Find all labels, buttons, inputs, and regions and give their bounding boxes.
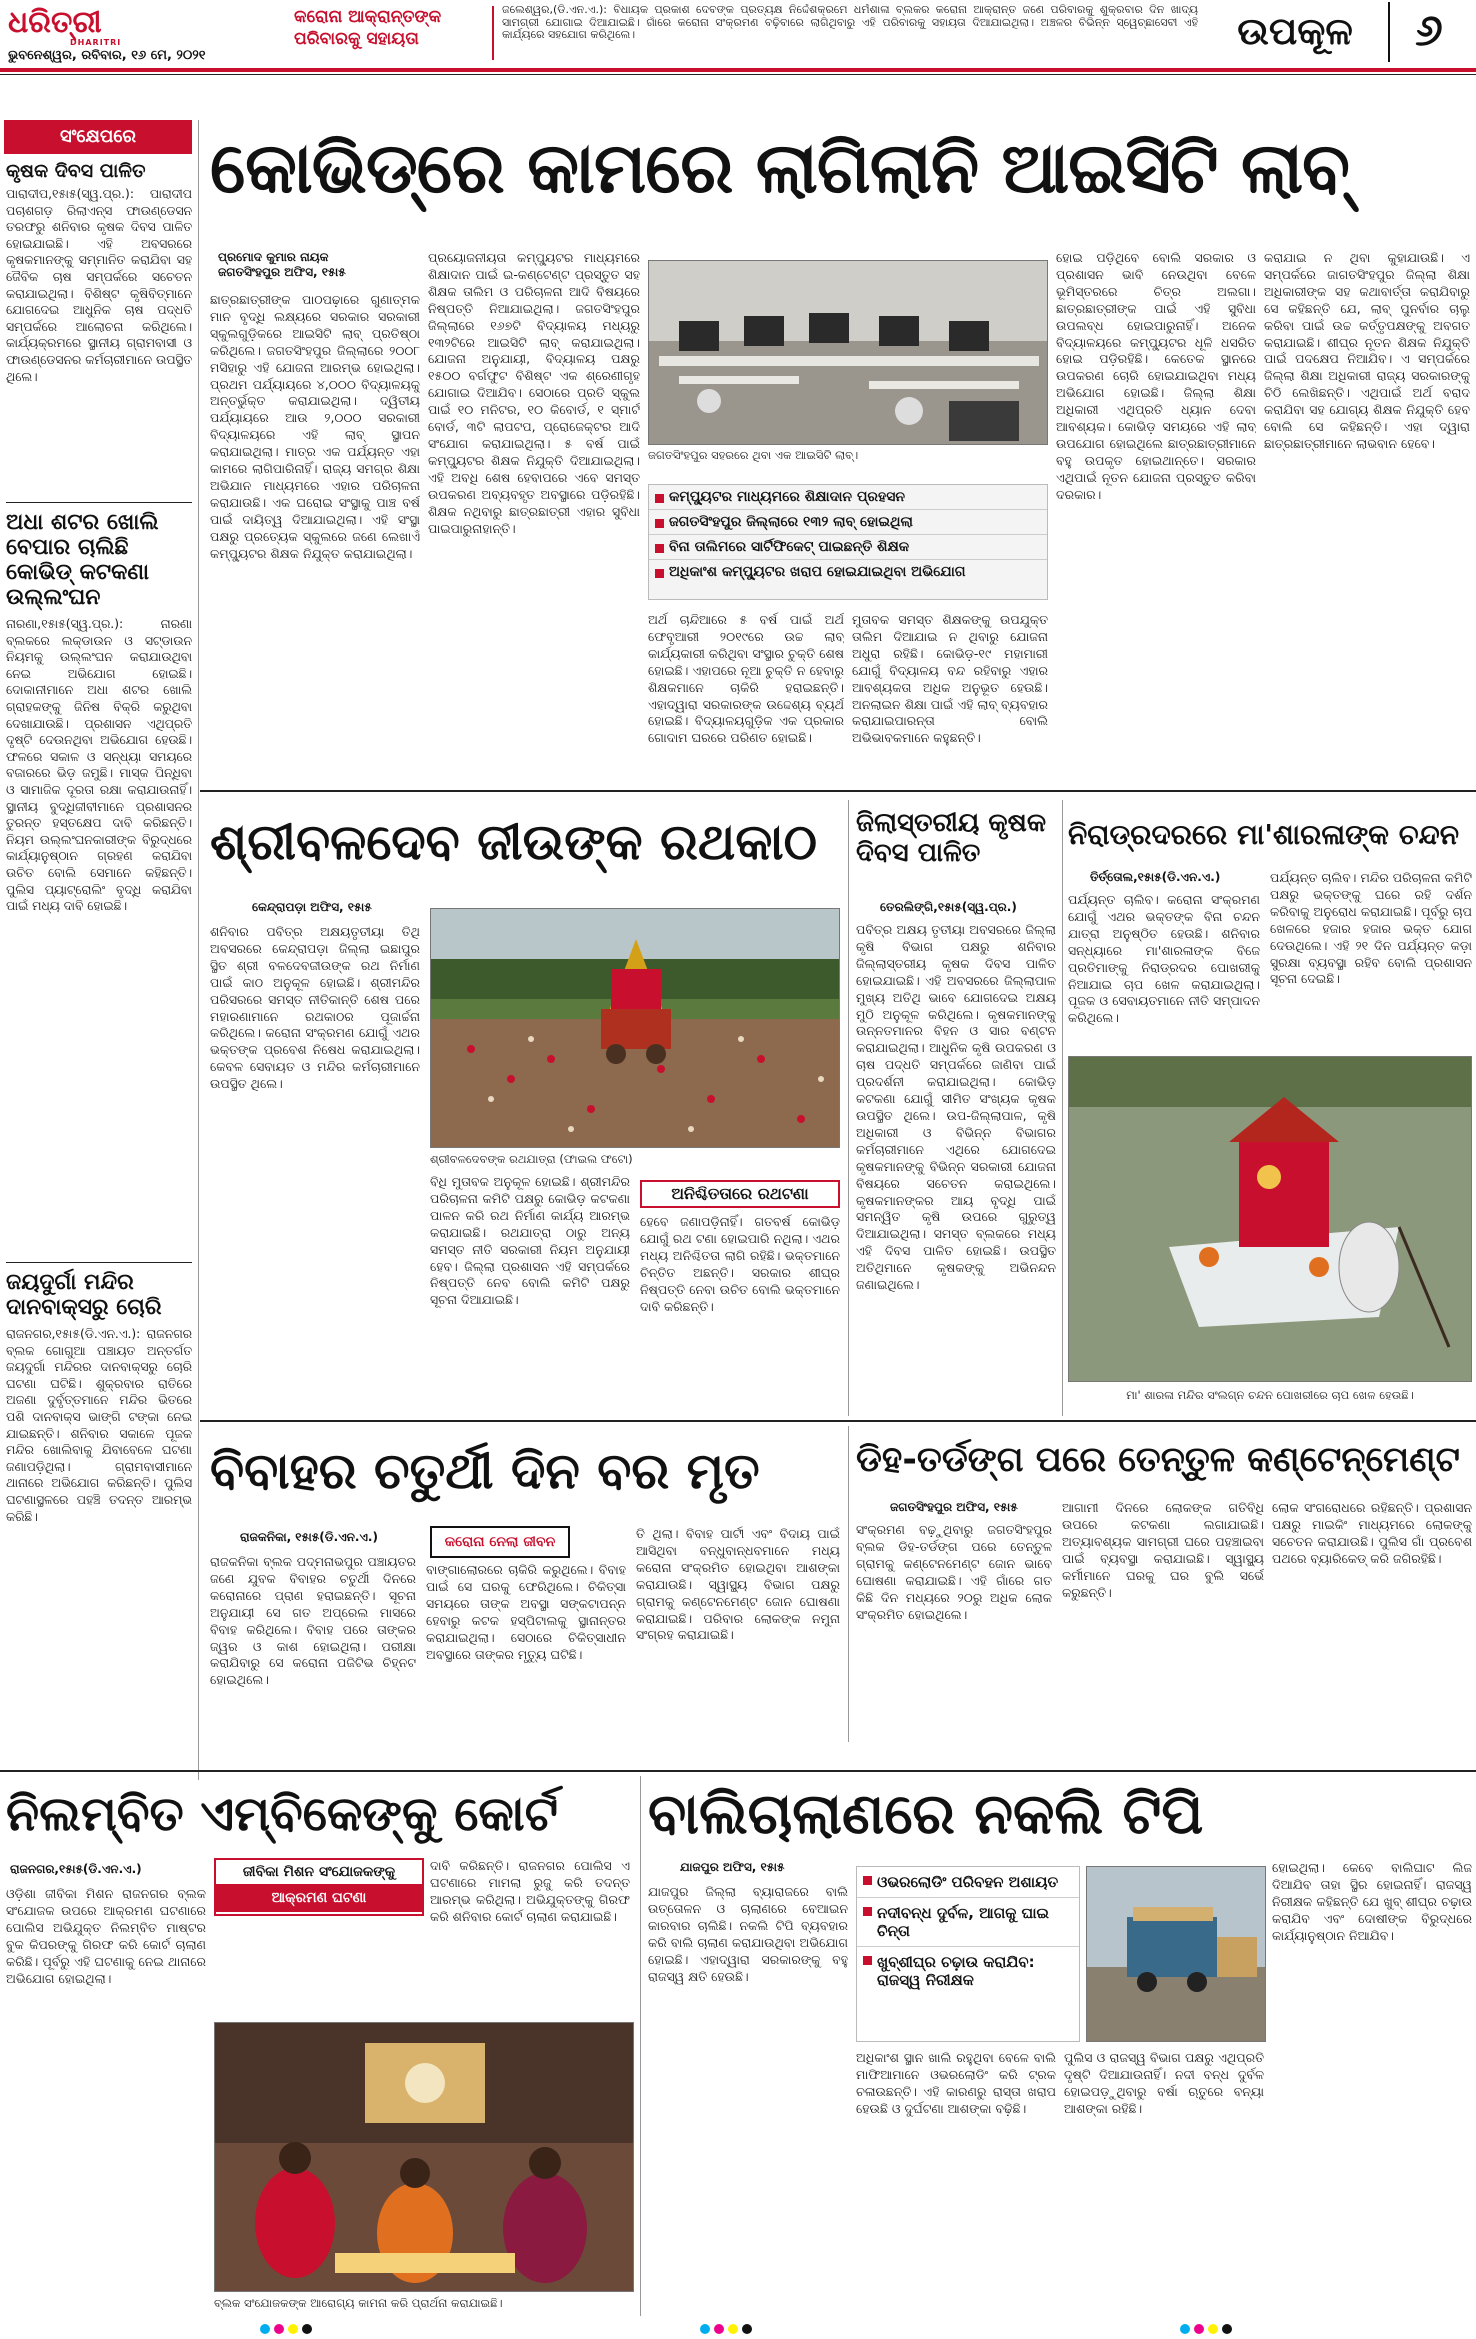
story-krushak-dateline: ତେରଲିଙ୍ଗି,୧୫ା୫(ସ୍ୱ.ପ୍ର.) [880, 900, 1017, 914]
story-nakali-col3: ପୁଲିସ ଓ ରାଜସ୍ୱ ବିଭାଗ ପକ୍ଷରୁ ଏଥିପ୍ରତି ଦୃଷ୍ଟି ଦିଆଯାଉନାହିଁ। ନଦୀ ବନ୍ଧ ଦୁର୍ବଳ ହୋଇପଡ଼ୁଥିବାରୁ ବର୍ଷା ଋତୁରେ ବନ୍ୟା ଆଶଙ୍କା ରହିଛି। [1064, 2050, 1264, 2116]
section-rule [0, 1770, 1476, 1772]
highlight-item: ବିନା ତାଲିମରେ ସାର୍ଟିଫିକେଟ୍ ପାଇଛନ୍ତି ଶିକ୍ଷକ [649, 535, 1047, 560]
masthead-rule-thin [0, 74, 1476, 75]
brief-header: ସଂକ୍ଷେପରେ [4, 120, 192, 154]
story-ratha-col2: ବିଧି ମୁତାବକ ଅନୁକୂଳ ହୋଇଛି। ଶ୍ରୀମନ୍ଦିର ପରିଚାଳନା କମିଟି ପକ୍ଷରୁ କୋଭିଡ଼ କଟକଣା ପାଳନ କରି ରଥ ନିର୍ମାଣ କାର୍ଯ୍ୟ ଆରମ୍ଭ କରାଯାଇଛି। ରଥଯାତ୍ରା ଠାରୁ ଅନ୍ୟ ସମସ୍ତ ନୀତି ସରକାରୀ ନିୟମ ଅନୁଯାୟୀ ହେବ। ଜିଲ୍ଲା ପ୍ରଶାସନ ଏହି ସମ୍ପର୍କରେ ନିଷ୍ପତ୍ତି ନେବ ବୋଲି କମିଟି ପକ୍ଷରୁ ସୂଚନା ଦିଆଯାଇଛି। [430, 1174, 630, 1308]
mbk-photo [214, 2022, 634, 2292]
story-ict-col2: ପ୍ରୟୋଜନୀୟତା କମ୍ପ୍ୟୁଟର ମାଧ୍ୟମରେ ଶିକ୍ଷାଦାନ ପାଇଁ ଇ-କଣ୍ଟେଣ୍ଟ ପ୍ରସ୍ତୁତ ସହ ଶିକ୍ଷକ ତାଲିମ ଓ ପରିଚାଳନା ଆଦି ବିଷୟରେ ନିଷ୍ପତ୍ତି ନିଆଯାଇଥିଲା। ଜଗତସିଂହପୁର ଜିଲ୍ଲାରେ ୧୬୭ଟି ବିଦ୍ୟାଳୟ ମଧ୍ୟରୁ ୧୩୨ଟିରେ ଆଇସିଟି ଲାବ୍ କରାଯାଇଥିଲା। ଯୋଜନା ଅନୁଯାୟୀ, ବିଦ୍ୟାଳୟ ପକ୍ଷରୁ ୧୫୦୦ ବର୍ଗଫୁଟ ବିଶିଷ୍ଟ ଏକ ଶ୍ରେଣୀଗୃହ ଯୋଗାଇ ଦିଆଯିବ। ସେଠାରେ ପ୍ରତି ସ୍କୁଲ ପାଇଁ ୧୦ ମନିଟର, ୧୦ କିବୋର୍ଡ, ୧ ସ୍ମାର୍ଟ ବୋର୍ଡ, ୩ଟି ଲାପଟପ, ପ୍ରୋଜେକ୍ଟର ଆଦି ସଂଯୋଗ କରାଯାଇଥିଲା। ୫ ବର୍ଷ ପାଇଁ କମ୍ପ୍ୟୁଟର ଶିକ୍ଷକ ନିଯୁକ୍ତି ଦିଆଯାଇଥିଲା। ଏହି ଅବଧି ଶେଷ ହେବାପରେ ଏବେ ସମସ୍ତ ଉପକରଣ ଅବ୍ୟବହୃତ ଅବସ୍ଥାରେ ପଡ଼ିରହିଛି। ଶିକ୍ଷକ ନଥିବାରୁ ଛାତ୍ରଛାତ୍ରୀ ଏହାର ସୁବିଧା ପାଇପାରୁନାହାନ୍ତି। [428, 250, 640, 536]
story-ict-col3: ଅର୍ଥ ଚାନ୍ଦିଆରେ ୫ ବର୍ଷ ପାଇଁ ଅର୍ଥ ଫେବୃଆରୀ ୨୦୧୯ରେ ଉଚ୍ଚ ଲାବ୍ କାର୍ଯ୍ୟକାରୀ କରିଥିବା ସଂସ୍ଥାର ଚୁକ୍ତି ଶେଷ ହୋଇଛି। ଏହାପରେ ନୂଆ ଚୁକ୍ତି ନ ହେବାରୁ ଶିକ୍ଷକମାନେ ଚାକିରି ହରାଇଛନ୍ତି। ଏହାଦ୍ୱାରା ସରକାରଙ୍କ ଉଦ୍ଦେଶ୍ୟ ବ୍ୟର୍ଥ ହୋଇଛି। ବିଦ୍ୟାଳୟଗୁଡ଼ିକ ଏକ ପ୍ରକାର ଗୋଦାମ ଘରରେ ପରିଣତ ହୋଇଛି। [648, 612, 844, 746]
highlight-item: ନଦୀବନ୍ଧ ଦୁର୍ବଳ, ଆଗକୁ ଘାଇ ଚିନ୍ତା [857, 1898, 1079, 1947]
story-ict-col6: କରାଯାଇ ନ ଥିବା କୁହାଯାଉଛି। ଏ ସମ୍ପର୍କରେ ଜାଗତସିଂହପୁର ଜିଲ୍ଲା ଶିକ୍ଷା ଅଧିକାରୀଙ୍କ ସହ କଥାବାର୍ତ୍ତା କରାଯିବାରୁ ସେ କହିଛନ୍ତି ଯେ, ଲାବ୍ ପୁନର୍ବାର ଚାଲୁ କରିବା ପାଇଁ ଉଚ୍ଚ କର୍ତ୍ତୃପକ୍ଷଙ୍କୁ ଅବଗତ କରାଯାଇଛି। ଶୀଘ୍ର ନୂତନ ଶିକ୍ଷକ ନିଯୁକ୍ତି ପାଇଁ ପଦକ୍ଷେପ ନିଆଯିବ। ଏ ସମ୍ପର୍କରେ ଜିଲ୍ଲା ଶିକ୍ଷା ଅଧିକାରୀ ରାଜ୍ୟ ସରକାରଙ୍କୁ ଚିଠି ଲେଖିଛନ୍ତି। ଏଥିପାଇଁ ଅର୍ଥ ବରାଦ କରାଯିବା ସହ ଯୋଗ୍ୟ ଶିକ୍ଷକ ନିଯୁକ୍ତି ହେବ ବୋଲି ସେ କହିଛନ୍ତି। ଏହା ଦ୍ୱାରା ଛାତ୍ରଛାତ୍ରୀମାନେ ଲାଭବାନ ହେବେ। [1264, 250, 1470, 451]
ict-photo-caption: ଜଗତସିଂହପୁର ସହରରେ ଥିବା ଏକ ଆଇସିଟି ଲାବ୍। [648, 448, 859, 462]
story-ratha-dateline: କେନ୍ଦ୍ରାପଡ଼ା ଅଫିସ, ୧୫ା୫ [252, 900, 372, 914]
brief-item-3 [6, 1270, 192, 1765]
column-rule [848, 800, 849, 1416]
brief-divider [6, 1262, 192, 1263]
story-bibaha-headline: ବିବାହର ଚତୁର୍ଥୀ ଦିନ ବର ମୃତ [210, 1442, 760, 1500]
story-tentula-col3: ଲୋକ ସଂଗରୋଧରେ ରହିଛନ୍ତି। ପ୍ରଶାସନ ପକ୍ଷରୁ ମାଇକିଂ ମାଧ୍ୟମରେ ଲୋକଙ୍କୁ ସଚେତନ କରାଯାଉଛି। ପୁଲିସ ଗାଁ ପ୍ରବେଶ ପଥରେ ବ୍ୟାରିକେଡ୍ କରି ଜଗିରହିଛି। [1272, 1500, 1472, 1566]
brief-item-2 [6, 510, 192, 1255]
story-chandan-headline: ନିରାଡ୍ରଦରରେ ମା'ଶାରଳାଙ୍କ ଚନ୍ଦନ [1068, 818, 1460, 851]
ratha-photo [430, 908, 840, 1148]
story-tentula-col1: ସଂକ୍ରମଣ ବଢ଼ୁଥିବାରୁ ଜଗତସିଂହପୁର ବ୍ଲକ ଡିହ-ତର୍ଡଙ୍ଗ ପରେ ତେନ୍ତୁଳ ଗ୍ରାମକୁ କଣ୍ଟେନମେଣ୍ଟ ଜୋନ ଭାବେ ଘୋଷଣା କରାଯାଇଛି। ଏହି ଗାଁରେ ଗତ କିଛି ଦିନ ମଧ୍ୟରେ ୨୦ରୁ ଅଧିକ ଲୋକ ସଂକ୍ରମିତ ହୋଇଥିଲେ। [856, 1522, 1052, 1622]
story-tentula-headline: ଡିହ-ତର୍ଡଙ୍ଗ ପରେ ତେନ୍ତୁଳ କଣ୍ଟେନ୍‌ମେଣ୍ଟ [856, 1440, 1460, 1480]
ratha-photo-caption: ଶ୍ରୀବଳଦେବଙ୍କ ରଥଯାତ୍ରା (ଫାଇଲ ଫଟୋ) [430, 1152, 633, 1166]
brief-title: କୃଷକ ଦିବସ ପାଳିତ [6, 160, 146, 182]
story-mbk-headline: ନିଲମ୍ବିତ ଏମ୍‌ବିକେଙ୍କୁ କୋର୍ଟ [6, 1786, 558, 1842]
column-rule [198, 120, 199, 1780]
brief-item-1 [6, 160, 192, 490]
column-rule [640, 1776, 641, 2316]
column-rule [848, 1426, 849, 1742]
ratha-sublabel: ଅନିଶ୍ଚିତତାରେ ରଥଟଣା [640, 1180, 840, 1208]
nakali-photo [1086, 1866, 1266, 2042]
story-ict-col4: ମୁତାବକ ସମସ୍ତ ଶିକ୍ଷକଙ୍କୁ ଉପଯୁକ୍ତ ତାଲିମ ଦିଆଯାଇ ନ ଥିବାରୁ ଯୋଜନା ଅଧୁରା ରହିଛି। କୋଭିଡ଼-୧୯ ମହାମାରୀ ଯୋଗୁଁ ବିଦ୍ୟାଳୟ ବନ୍ଦ ରହିବାରୁ ଏହାର ଆବଶ୍ୟକତା ଅଧିକ ଅନୁଭୂତ ହେଉଛି। ଅନଲାଇନ ଶିକ୍ଷା ପାଇଁ ଏହି ଲାବ୍ ବ୍ୟବହାର କରାଯାଇପାରନ୍ତା ବୋଲି ଅଭିଭାବକମାନେ କହୁଛନ୍ତି। [852, 612, 1048, 746]
highlight-item: ଅଧିକାଂଶ କମ୍ପ୍ୟୁଟର ଖରାପ ହୋଇଯାଇଥିବା ଅଭିଯୋଗ [649, 560, 1047, 584]
story-nakali-dateline: ଯାଜପୁର ଅଫିସ, ୧୫ା୫ [680, 1860, 785, 1874]
print-marks [0, 2320, 1476, 2339]
masthead-rule [0, 68, 1476, 72]
story-bibaha-dateline: ରାଜକନିକା, ୧୫ା୫(ଡି.ଏନ.ଏ.) [240, 1530, 378, 1544]
sand-truck-illustration [1087, 1867, 1266, 2042]
ict-lab-illustration [649, 261, 1048, 445]
story-mbk-dateline: ରାଜନଗର,୧୫ା୫(ଡି.ଏନ.ଏ.) [10, 1862, 142, 1876]
story-krushak-headline: ଜିଲାସ୍ତରୀୟ କୃଷକ ଦିବସ ପାଳିତ [856, 808, 1047, 868]
brief-body: ନାରଣା,୧୫ା୫(ସ୍ୱ.ପ୍ର.): ନାରଣା ବ୍ଲକରେ ଲକ୍ଡାଉନ ଓ ସଟ୍ଡାଉନ ନିୟମକୁ ଉଲ୍ଲଂଘନ କରାଯାଉଥିବା ନେଇ ଅଭିଯୋଗ ହୋଇଛି। ଦୋକାନୀମାନେ ଅଧା ଶଟର ଖୋଲି ଗ୍ରାହକଙ୍କୁ ଜିନିଷ ବିକ୍ରି କରୁଥିବା ଦେଖାଯାଉଛି। ପ୍ରଶାସନ ଏଥିପ୍ରତି ଦୃଷ୍ଟି ଦେଉନଥିବା ଅଭିଯୋଗ ହେଉଛି। ଫଳରେ ସକାଳ ଓ ସନ୍ଧ୍ୟା ସମୟରେ ବଜାରରେ ଭିଡ଼ ଜମୁଛି। ମାସ୍କ ପିନ୍ଧିବା ଓ ସାମାଜିକ ଦୂରତା ରକ୍ଷା କରାଯାଉନାହିଁ। ସ୍ଥାନୀୟ ବୁଦ୍ଧିଜୀବୀମାନେ ପ୍ରଶାସନର ତୁରନ୍ତ ହସ୍ତକ୍ଷେପ ଦାବି କରିଛନ୍ତି। ନିୟମ ଉଲ୍ଲଂଘନକାରୀଙ୍କ ବିରୁଦ୍ଧରେ କାର୍ଯ୍ୟାନୁଷ୍ଠାନ ଗ୍ରହଣ କରାଯିବା ଉଚିତ ବୋଲି ସେମାନେ କହିଛନ୍ତି। ପୁଲିସ ପ୍ୟାଟ୍ରୋଲିଂ ବୃଦ୍ଧି କରାଯିବା ପାଇଁ ମଧ୍ୟ ଦାବି ହୋଇଛି। [6, 617, 192, 914]
highlight-item: ଓଭରଲୋଡିଂ ପରିବହନ ଅଶାୟତ [857, 1867, 1079, 1898]
story-chandan-body-right: ପର୍ଯ୍ୟନ୍ତ ଚାଲିବ। ମନ୍ଦିର ପରିଚାଳନା କମିଟି ପକ୍ଷରୁ ଭକ୍ତଙ୍କୁ ଘରେ ରହି ଦର୍ଶନ କରିବାକୁ ଅନୁରୋଧ କରାଯାଇଛି। ପୂର୍ବରୁ ଚାପ ଖେଳରେ ହଜାର ହଜାର ଭକ୍ତ ଯୋଗ ଦେଉଥିଲେ। ଏହି ୨୧ ଦିନ ପର୍ଯ୍ୟନ୍ତ କଡ଼ା ସୁରକ୍ଷା ବ୍ୟବସ୍ଥା ରହିବ ବୋଲି ପ୍ରଶାସନ ସୂଚନା ଦେଇଛି। [1270, 870, 1472, 987]
boat-pond-illustration [1069, 1057, 1472, 1382]
promo-text: ଜଲେଶ୍ୱର,(ଡି.ଏନ.ଏ.): ବିଧାୟକ ପ୍ରକାଶ ଦେବଙ୍କ ପ୍ରତ୍ୟକ୍ଷ ନିର୍ଦ୍ଦେଶକ୍ରମେ ଧର୍ମଶାଳା ବ୍ଲକର କରୋନା ଆକ୍ରାନ୍ତ ଜଣେ ପରିବାରକୁ ଶୁକ୍ରବାର ଦିନ ଖାଦ୍ୟ ସାମଗ୍ରୀ ଯୋଗାଇ ଦିଆଯାଇଛି। ଗାଁରେ କରୋନା ସଂକ୍ରମଣ ବଢ଼ିବାରେ ଲାଗିଥିବାରୁ ଏହି ପରିବାରକୁ ସହାୟତା ଦିଆଯାଇଥିଲା। ଅଞ୍ଚଳର ବିଭିନ୍ନ ସ୍ୱେଚ୍ଛାସେବୀ ଏହି କାର୍ଯ୍ୟରେ ସହଯୋଗ କରିଥିଲେ। [502, 4, 1198, 42]
story-ict-col5: ହୋଇ ପଡ଼ିଥିବେ ବୋଲି ସରକାର ଓ ପ୍ରଶାସନ ଭାବି ନେଉଥିବା ବେଳେ ଭୂମିସ୍ତରରେ ଚିତ୍ର ଅଲଗା। ଛାତ୍ରଛାତ୍ରୀଙ୍କ ପାଇଁ ଏହି ସୁବିଧା ଉପଲବ୍ଧ ହୋଇପାରୁନାହିଁ। ଅନେକ ବିଦ୍ୟାଳୟରେ କମ୍ପ୍ୟୁଟର ଧୂଳି ଧସରିତ ହୋଇ ପଡ଼ିରହିଛି। କେତେକ ସ୍ଥାନରେ ଉପକରଣ ଚୋରି ହୋଇଯାଇଥିବା ମଧ୍ୟ ଅଭିଯୋଗ ହୋଇଛି। ଜିଲ୍ଲା ଶିକ୍ଷା ଅଧିକାରୀ ଏଥିପ୍ରତି ଧ୍ୟାନ ଦେବା ଆବଶ୍ୟକ। କୋଭିଡ଼ ସମୟରେ ଏହି ଲାବ୍ ଉପଯୋଗ ହୋଇଥିଲେ ଛାତ୍ରଛାତ୍ରୀମାନେ ବହୁ ଉପକୃତ ହୋଇଥାନ୍ତେ। ସରକାର ଏଥିପାଇଁ ନୂତନ ଯୋଜନା ପ୍ରସ୍ତୁତ କରିବା ଦରକାର। [1056, 250, 1256, 502]
column-rule [1062, 800, 1063, 1416]
date-line: ଭୁବନେଶ୍ୱର, ରବିବାର, ୧୬ ମେ, ୨୦୨୧ [8, 48, 206, 63]
story-ratha-col1: ଶନିବାର ପବିତ୍ର ଅକ୍ଷୟତୃତୀୟା ତିଥି ଅବସରରେ କେନ୍ଦ୍ରାପଡ଼ା ଜିଲ୍ଲା ଇଛାପୁର ସ୍ଥିତ ଶ୍ରୀ ବଳଦେବଜୀଉଙ୍କ ରଥ ନିର୍ମାଣ ପାଇଁ କାଠ ଅନୁକୂଳ ହୋଇଛି। ଶ୍ରୀମନ୍ଦିର ପରିସରରେ ସମସ୍ତ ନୀତିକାନ୍ତି ଶେଷ ପରେ ମହାରଣାମାନେ ରଥକାଠର ପୂଜାର୍ଚ୍ଚନା କରିଥିଲେ। କରୋନା ସଂକ୍ରମଣ ଯୋଗୁଁ ଏଥର ଭକ୍ତଙ୍କ ପ୍ରବେଶ ନିଷେଧ କରାଯାଇଥିଲା। କେବଳ ସେବାୟତ ଓ ମନ୍ଦିର କର୍ମଚାରୀମାନେ ଉପସ୍ଥିତ ଥିଲେ। [210, 924, 420, 1092]
brief-title: ଅଧା ଶଟର ଖୋଲି ବେପାର ଚାଲିଛି କୋଭିଡ୍ କଟକଣା ଉଲ୍ଲଂଘନ [6, 510, 159, 610]
story-tentula-dateline: ଜଗତସିଂହପୁର ଅଫିସ, ୧୫ା୫ [890, 1500, 1018, 1514]
story-ict-byline [218, 250, 418, 284]
nakali-highlights [856, 1866, 1080, 2042]
page-number: ୬ [1388, 2, 1468, 62]
story-chandan-dateline: ତିର୍ତ୍ତୋଲ,୧୫ା୫(ଡି.ଏନ.ଏ.) [1090, 870, 1221, 884]
brief-body: ପାରାଦୀପ,୧୫ା୫(ସ୍ୱ.ପ୍ର.): ପାରାଦୀପ ପଚାଶଗଡ଼ ରିଲାଏନ୍ସ ଫାଉଣ୍ଡେସନ ତରଫରୁ ଶନିବାର କୃଷକ ଦିବସ ପାଳିତ ହୋଇଯାଇଛି। ଏହି ଅବସରରେ କୃଷକମାନଙ୍କୁ ସମ୍ମାନିତ କରାଯିବା ସହ ଜୈବିକ ଚାଷ ସମ୍ପର୍କରେ ସଚେତନ କରାଯାଇଥିଲା। ବିଶିଷ୍ଟ କୃଷିବିତ୍ମାନେ ଯୋଗଦେଇ ଆଧୁନିକ ଚାଷ ପଦ୍ଧତି ସମ୍ପର୍କରେ ଆଲୋଚନା କରିଥିଲେ। କାର୍ଯ୍ୟକ୍ରମରେ ସ୍ଥାନୀୟ ଗ୍ରାମବାସୀ ଓ ଫାଉଣ୍ଡେସନର କର୍ମଚାରୀମାନେ ଉପସ୍ଥିତ ଥିଲେ। [6, 187, 192, 384]
story-bibaha-col1: ରାଜକନିକା ବ୍ଲକ ପଦ୍ମନାଭପୁର ପଞ୍ଚାୟତର ଜଣେ ଯୁବକ ବିବାହର ଚତୁର୍ଥୀ ଦିନରେ କରୋନାରେ ପ୍ରାଣ ହରାଇଛନ୍ତି। ସୂଚନା ଅନୁଯାୟୀ ସେ ଗତ ଅପ୍ରେଲ ମାସରେ ବିବାହ କରିଥିଲେ। ବିବାହ ପରେ ତାଙ୍କର ଜ୍ୱର ଓ କାଶ ହୋଇଥିଲା। ପରୀକ୍ଷା କରାଯିବାରୁ ସେ କରୋନା ପଜିଟିଭ ଚିହ୍ନଟ ହୋଇଥିଲେ। [210, 1554, 416, 1688]
chariot-crowd-illustration [431, 909, 840, 1148]
highlight-item: କମ୍ପ୍ୟୁଟର ମାଧ୍ୟମରେ ଶିକ୍ଷାଦାନ ପ୍ରହସନ [649, 485, 1047, 510]
section-title: ଉପକୂଳ [1237, 8, 1353, 53]
brief-divider [6, 502, 192, 503]
story-mbk-col1: ଓଡ଼ିଶା ଜୀବିକା ମିଶନ ରାଜନଗର ବ୍ଲକ ସଂଯୋଜକ ଉପରେ ଆକ୍ରମଣ ଘଟଣାରେ ପୋଲିସ ଅଭିଯୁକ୍ତ ନିଲମ୍ବିତ ମାଷ୍ଟର ବୁକ କିପରଙ୍କୁ ଗିରଫ କରି କୋର୍ଟ ଚାଲାଣ କରିଛି। ପୂର୍ବରୁ ଏହି ଘଟଣାକୁ ନେଇ ଥାନାରେ ଅଭିଯୋଗ ହୋଇଥିଲା। [6, 1886, 206, 1986]
story-chandan-body-left: ପର୍ଯ୍ୟନ୍ତ ଚାଲିବ। କରୋନା ସଂକ୍ରମଣ ଯୋଗୁଁ ଏଥର ଭକ୍ତଙ୍କ ବିନା ଚନ୍ଦନ ଯାତ୍ରା ଅନୁଷ୍ଠିତ ହେଉଛି। ଶନିବାର ସନ୍ଧ୍ୟାରେ ମା'ଶାରଳାଙ୍କ ବିଜେ ପ୍ରତିମାଙ୍କୁ ନିରାଡ୍ରଦର ପୋଖରୀକୁ ନିଆଯାଇ ଚାପ ଖେଳ କରାଯାଇଥିଲା। ପୂଜକ ଓ ସେବାୟତମାନେ ନୀତି ସମ୍ପାଦନ କରିଥିଲେ। [1068, 892, 1260, 1026]
story-ict-headline: କୋଭିଡ୍‌ରେ କାମରେ ଲାଗିଲାନି ଆଇସିଟି ଲାବ୍‌ [210, 127, 1349, 209]
story-nakali-col4: ହୋଇଥିଲା। କେବେ ବାଲିଘାଟ ଲିଜ ଦିଆଯିବ ତାହା ସ୍ଥିର ହୋଇନାହିଁ। ରାଜସ୍ୱ ନିରୀକ୍ଷକ କହିଛନ୍ତି ଯେ ଖୁବ୍ ଶୀଘ୍ର ଚଢ଼ାଉ କରାଯିବ ଏବଂ ଦୋଷୀଙ୍କ ବିରୁଦ୍ଧରେ କାର୍ଯ୍ୟାନୁଷ୍ଠାନ ନିଆଯିବ। [1272, 1860, 1472, 1943]
logo-subtext: DHARITRI [70, 38, 122, 47]
bibaha-tag: କରୋନା ନେଲା ଜୀବନ [430, 1526, 570, 1558]
ict-lab-photo [648, 260, 1048, 445]
mbk-tag-line1: ଜୀବିକା ମିଶନ ସଂଯୋଜକଙ୍କୁ [216, 1860, 422, 1884]
chandan-photo-caption: ମା' ଶାରଳା ମନ୍ଦିର ସଂଲଗ୍ନ ଚନ୍ଦନ ପୋଖରୀରେ ଚାପ ଖେଳ ହେଉଛି। [1126, 1388, 1414, 1402]
ict-highlights [648, 484, 1048, 600]
story-ratha-headline: ଶ୍ରୀବଳଦେବ ଜୀଉଙ୍କ ରଥକାଠ [210, 813, 818, 871]
logo [8, 6, 188, 46]
story-bibaha-col2: ବାଙ୍ଗାଲୋରରେ ଚାକିରି କରୁଥିଲେ। ବିବାହ ପାଇଁ ସେ ଘରକୁ ଫେରିଥିଲେ। ଚିକିତ୍ସା ସମୟରେ ତାଙ୍କ ଅବସ୍ଥା ସଙ୍କଟାପନ୍ନ ହେବାରୁ କଟକ ହସ୍ପିଟାଲକୁ ସ୍ଥାନାନ୍ତର କରାଯାଇଥିଲା। ସେଠାରେ ଚିକିତ୍ସାଧୀନ ଅବସ୍ଥାରେ ତାଙ୍କର ମୃତ୍ୟୁ ଘଟିଛି। [426, 1562, 626, 1662]
story-tentula-col2: ଆଗାମୀ ଦିନରେ ଲୋକଙ୍କ ଗତିବିଧି ଉପରେ କଟକଣା ଲଗାଯାଇଛି। ଅତ୍ୟାବଶ୍ୟକ ସାମଗ୍ରୀ ଘରେ ପହଞ୍ଚାଇବା ପାଇଁ ବ୍ୟବସ୍ଥା କରାଯାଇଛି। ସ୍ୱାସ୍ଥ୍ୟ କର୍ମୀମାନେ ଘରକୁ ଘର ବୁଲି ସର୍ଭେ କରୁଛନ୍ତି। [1062, 1500, 1264, 1600]
story-bibaha-col3: ତି ଥିଲା। ବିବାହ ପାର୍ଟୀ ଏବଂ ବିଦାୟ ପାଇଁ ଆସିଥିବା ବନ୍ଧୁବାନ୍ଧବମାନେ ମଧ୍ୟ କରୋନା ସଂକ୍ରମିତ ହୋଇଥିବା ଆଶଙ୍କା କରାଯାଉଛି। ସ୍ୱାସ୍ଥ୍ୟ ବିଭାଗ ପକ୍ଷରୁ ଗ୍ରାମକୁ କଣ୍ଟେନମେଣ୍ଟ ଜୋନ ଘୋଷଣା କରାଯାଇଛି। ପରିବାର ଲୋକଙ୍କ ନମୁନା ସଂଗ୍ରହ କରାଯାଇଛି। [636, 1526, 840, 1643]
logo-text: ଧରିତ୍ରୀ [8, 5, 102, 40]
chandan-photo [1068, 1056, 1472, 1382]
story-ict-col1: ଛାତ୍ରଛାତ୍ରୀଙ୍କ ପାଠପଢ଼ାରେ ଗୁଣାତ୍ମକ ମାନ ବୃଦ୍ଧି ଲକ୍ଷ୍ୟରେ ସରକାର ସରକାରୀ ସ୍କୁଲଗୁଡ଼ିକରେ ଆଇସିଟି ଲାବ୍ ପ୍ରତିଷ୍ଠା କରିଥିଲେ। ଜଗତସିଂହପୁର ଜିଲ୍ଲାରେ ୨୦୦୮ ମସିହାରୁ ଏହି ଯୋଜନା ଆରମ୍ଭ ହୋଇଥିଲା। ପ୍ରଥମ ପର୍ଯ୍ୟାୟରେ ୪,୦୦୦ ବିଦ୍ୟାଳୟକୁ ଅନ୍ତର୍ଭୁକ୍ତ କରାଯାଇଥିଲା। ଦ୍ୱିତୀୟ ପର୍ଯ୍ୟାୟରେ ଆଉ ୨,୦୦୦ ସରକାରୀ ବିଦ୍ୟାଳୟରେ ଏହି ଲାବ୍ ସ୍ଥାପନ କରାଯାଇଥିଲା। ମାତ୍ର ଏକ ପର୍ଯ୍ୟନ୍ତ ଏହା କାମରେ ଲାଗିପାରିନାହିଁ। ରାଜ୍ୟ ସମଗ୍ର ଶିକ୍ଷା ଅଭିଯାନ ମାଧ୍ୟମରେ ଏହାର ପରିଚାଳନା କରାଯାଉଛି। ଏକ ଘରୋଇ ସଂସ୍ଥାକୁ ପାଞ୍ଚ ବର୍ଷ ପାଇଁ ଦାୟିତ୍ୱ ଦିଆଯାଇଥିଲା। ଏହି ସଂସ୍ଥା ପକ୍ଷରୁ ପ୍ରତ୍ୟେକ ସ୍କୁଲରେ ଜଣେ ଲେଖାଏଁ କମ୍ପ୍ୟୁଟର ଶିକ୍ଷକ ନିଯୁକ୍ତ କରାଯାଇଥିଲା। [210, 292, 420, 561]
dateline: ଜଗତସିଂହପୁର ଅଫିସ, ୧୫ା୫ [218, 265, 346, 279]
story-nakali-col2: ଅଧିକାଂଶ ସ୍ଥାନ ଖାଲି ରହୁଥିବା ବେଳେ ବାଲି ମାଫିଆମାନେ ଓଭରଲୋଡିଂ କରି ଟ୍ରକ ଚଳାଉଛନ୍ତି। ଏହି କାରଣରୁ ରାସ୍ତା ଖରାପ ହେଉଛି ଓ ଦୁର୍ଘଟଣା ଆଶଙ୍କା ବଢ଼ିଛି। [856, 2050, 1056, 2116]
section-rule [200, 1420, 1476, 1422]
brief-body: ରାଜନଗର,୧୫ା୫(ଡି.ଏନ.ଏ.): ରାଜନଗର ବ୍ଲକ ଗୋଗୁଆ ପଞ୍ଚାୟତ ଅନ୍ତର୍ଗତ ଜୟଦୁର୍ଗା ମନ୍ଦିରର ଦାନବାକ୍ସରୁ ଚୋରି ଘଟଣା ଘଟିଛି। ଶୁକ୍ରବାର ରାତିରେ ଅଜଣା ଦୁର୍ବୃତ୍ତମାନେ ମନ୍ଦିର ଭିତରେ ପଶି ଦାନବାକ୍ସ ଭାଙ୍ଗି ଟଙ୍କା ନେଇ ଯାଇଛନ୍ତି। ଶନିବାର ସକାଳେ ପୂଜକ ମନ୍ଦିର ଖୋଲିବାକୁ ଯିବାବେଳେ ଘଟଣା ଜଣାପଡ଼ିଥିଲା। ଗ୍ରାମବାସୀମାନେ ଥାନାରେ ଅଭିଯୋଗ କରିଛନ୍ତି। ପୁଲିସ ଘଟଣାସ୍ଥଳରେ ପହଞ୍ଚି ତଦନ୍ତ ଆରମ୍ଭ କରିଛି। [6, 1327, 192, 1524]
highlight-item: ଖୁବ୍‌ଶୀଘ୍ର ଚଢ଼ାଉ କରାଯିବ: ରାଜସ୍ୱ ନିରୀକ୍ଷକ [857, 1947, 1079, 1995]
story-krushak-body: ପବିତ୍ର ଅକ୍ଷୟ ତୃତୀୟା ଅବସରରେ ଜିଲ୍ଲା କୃଷି ବିଭାଗ ପକ୍ଷରୁ ଶନିବାର ଜିଲ୍ଲାସ୍ତରୀୟ କୃଷକ ଦିବସ ପାଳିତ ହୋଇଯାଇଛି। ଏହି ଅବସରରେ ଜିଲ୍ଲାପାଳ ମୁଖ୍ୟ ଅତିଥି ଭାବେ ଯୋଗଦେଇ ଅକ୍ଷୟ ମୁଠି ଅନୁକୂଳ କରିଥିଲେ। କୃଷକମାନଙ୍କୁ ଉନ୍ନତମାନର ବିହନ ଓ ସାର ବଣ୍ଟନ କରାଯାଇଥିଲା। ଆଧୁନିକ କୃଷି ଉପକରଣ ଓ ଚାଷ ପଦ୍ଧତି ସମ୍ପର୍କରେ ଜାଣିବା ପାଇଁ ପ୍ରଦର୍ଶନୀ କରାଯାଇଥିଲା। କୋଭିଡ଼ କଟକଣା ଯୋଗୁଁ ସୀମିତ ସଂଖ୍ୟକ କୃଷକ ଉପସ୍ଥିତ ଥିଲେ। ଉପ-ଜିଲ୍ଲାପାଳ, କୃଷି ଅଧିକାରୀ ଓ ବିଭିନ୍ନ ବିଭାଗର କର୍ମଚାରୀମାନେ ଏଥିରେ ଯୋଗଦେଇ କୃଷକମାନଙ୍କୁ ବିଭିନ୍ନ ସରକାରୀ ଯୋଜନା ବିଷୟରେ ସଚେତନ କରାଇଥିଲେ। କୃଷକମାନଙ୍କର ଆୟ ବୃଦ୍ଧି ପାଇଁ ସମନ୍ୱିତ କୃଷି ଉପରେ ଗୁରୁତ୍ୱ ଦିଆଯାଇଥିଲା। ସମସ୍ତ ବ୍ଲକରେ ମଧ୍ୟ ଏହି ଦିବସ ପାଳିତ ହୋଇଛି। ଉପସ୍ଥିତ ଅତିଥିମାନେ କୃଷକଙ୍କୁ ଅଭିନନ୍ଦନ ଜଣାଇଥିଲେ। [856, 922, 1056, 1293]
mbk-photo-caption: ବ୍ଲକ ସଂଯୋଜକଙ୍କ ଆରୋଗ୍ୟ କାମନା କରି ପ୍ରାର୍ଥନା କରାଯାଇଛି। [214, 2296, 503, 2310]
story-ratha-col3: ହେବେ ଜଣାପଡ଼ିନାହିଁ। ଗତବର୍ଷ କୋଭିଡ଼ ଯୋଗୁଁ ରଥ ଟଣା ହୋଇପାରି ନଥିଲା। ଏଥର ମଧ୍ୟ ଅନିଶ୍ଚିତତା ଲାଗି ରହିଛି। ଭକ୍ତମାନେ ଚିନ୍ତିତ ଅଛନ୍ତି। ସରକାର ଶୀଘ୍ର ନିଷ୍ପତ୍ତି ନେବା ଉଚିତ ବୋଲି ଭକ୍ତମାନେ ଦାବି କରିଛନ୍ତି। [640, 1214, 840, 1314]
brief-title: ଜୟଦୁର୍ଗା ମନ୍ଦିର ଦାନବାକ୍ସରୁ ଚୋରି [6, 1270, 162, 1320]
prayer-gathering-illustration [215, 2023, 634, 2292]
section-rule [200, 790, 1476, 792]
byline-name: ପ୍ରମୋଦ କୁମାର ନାୟକ [218, 250, 329, 264]
story-nakali-col1: ଯାଜପୁର ଜିଲ୍ଲା ବ୍ୟାରାଜରେ ବାଲି ଉତ୍ତୋଳନ ଓ ଚାଲାଣରେ ବେଆଇନ କାରବାର ଚାଲିଛି। ନକଲି ଟିପି ବ୍ୟବହାର କରି ବାଲି ଚାଲାଣ କରାଯାଉଥିବା ଅଭିଯୋଗ ହୋଇଛି। ଏହାଦ୍ୱାରା ସରକାରଙ୍କୁ ବହୁ ରାଜସ୍ୱ କ୍ଷତି ହେଉଛି। [648, 1884, 848, 1984]
story-nakali-headline: ବାଲିଚାଲାଣରେ ନକଲି ଟିପି [648, 1782, 1204, 1847]
promo-title: କରୋନା ଆକ୍ରାନ୍ତଙ୍କ ପରିବାରକୁ ସହାୟତା [294, 6, 494, 60]
highlight-item: ଜଗତସିଂହପୁର ଜିଲ୍ଲାରେ ୧୩୨ ଲାବ୍ ହୋଇଥିଲା [649, 510, 1047, 535]
mbk-tag-line2: ଆକ୍ରମଣ ଘଟଣା [216, 1884, 422, 1912]
mbk-tag [214, 1858, 424, 1916]
story-mbk-col2: ଦାବି କରିଛନ୍ତି। ରାଜନଗର ପୋଲିସ ଏ ଘଟଣାରେ ମାମଲା ରୁଜୁ କରି ତଦନ୍ତ ଆରମ୍ଭ କରିଥିଲା। ଅଭିଯୁକ୍ତଙ୍କୁ ଗିରଫ କରି ଶନିବାର କୋର୍ଟ ଚାଲାଣ କରାଯାଇଛି। [430, 1858, 630, 1924]
masthead [0, 0, 1476, 70]
